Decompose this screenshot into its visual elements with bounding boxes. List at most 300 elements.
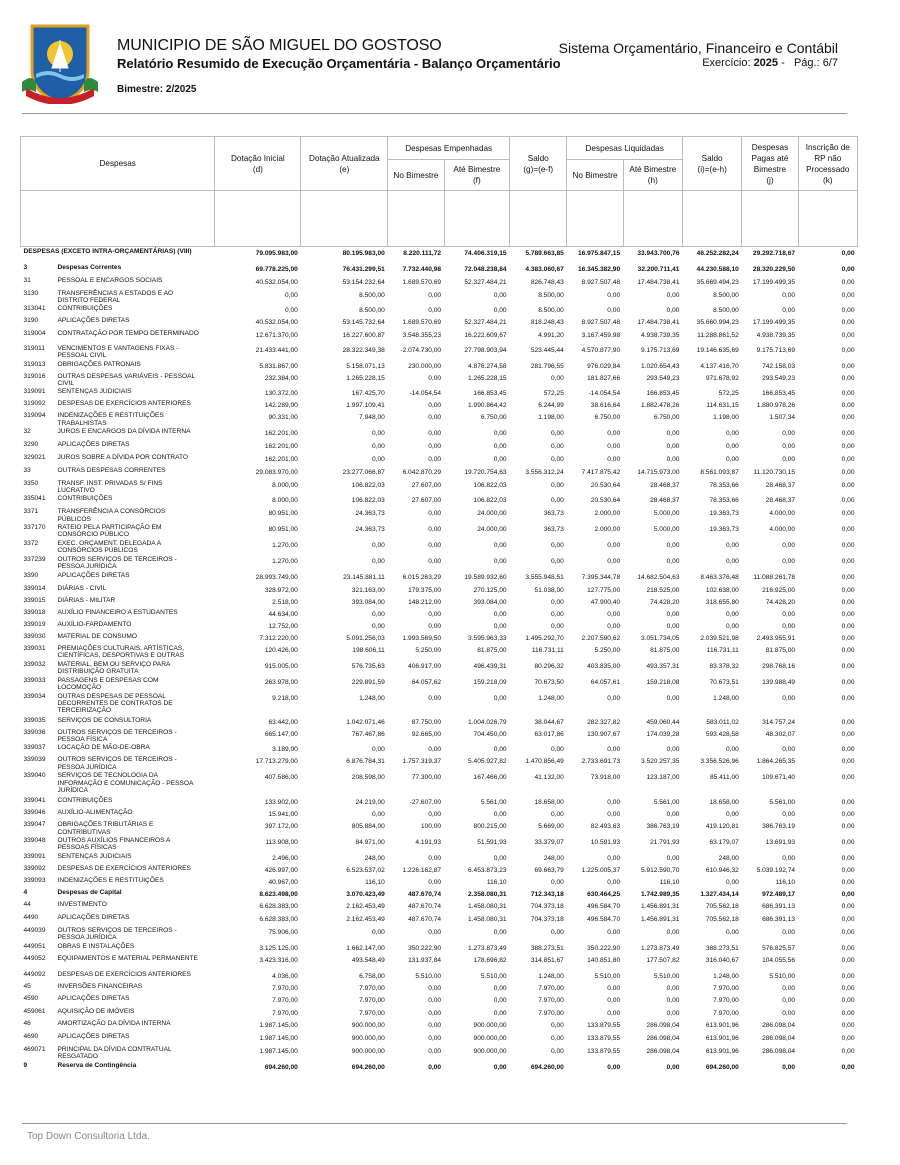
row-value: 75.906,00 (268, 928, 298, 936)
row-description (21, 304, 215, 316)
table-row (21, 263, 858, 276)
row-code: 449051 (23, 942, 46, 950)
row-value: 14.682.504,63 (637, 573, 680, 581)
row-value: 0,00 (782, 429, 796, 437)
row-value: 85.411,00 (709, 774, 739, 782)
row-value: 5.250,00 (415, 646, 442, 654)
row-value: 8.500,00 (359, 307, 385, 315)
row-label: OUTROS SERVIÇOS DE TERCEIROS - PESSOA FÍSICA (57, 728, 177, 743)
row-description (21, 852, 215, 864)
col-dotacao-atualizada-sub: (e) (339, 164, 350, 174)
row-value: 8.500,00 (359, 291, 385, 299)
row-code: 339018 (23, 608, 46, 616)
row-value: 976.029,84 (587, 362, 621, 370)
row-value: 80.951,00 (268, 510, 298, 518)
table-row (21, 994, 858, 1007)
table-row (21, 329, 858, 344)
row-label: APLICAÇÕES DIRETAS (57, 913, 130, 921)
row-description (21, 771, 215, 796)
row-value: 78.353,66 (709, 481, 739, 489)
row-value: 0,00 (841, 915, 855, 923)
col-pagas-l4: (j) (766, 175, 774, 185)
row-value: 350.222,90 (587, 944, 621, 952)
row-value: 79.095.983,00 (255, 250, 298, 257)
col-dotacao-atualizada-title: Dotação Atualizada (309, 153, 380, 163)
row-value: 0,00 (841, 598, 855, 606)
row-code: 339033 (23, 676, 46, 684)
row-description (21, 982, 215, 994)
row-value: 5.510,00 (769, 972, 796, 980)
row-value: 8.623.498,00 (259, 890, 298, 898)
row-value: 712.343,18 (530, 890, 564, 898)
row-value: 148.212,00 (408, 598, 442, 606)
row-value: 0,00 (841, 429, 855, 437)
row-value: 3.555.948,51 (525, 573, 564, 581)
row-value: 459.060,44 (646, 718, 680, 726)
row-value: 2.207.590,62 (581, 634, 621, 642)
row-value: 0,00 (551, 429, 564, 437)
table-row (21, 942, 858, 954)
row-value: 900.000,00 (473, 1021, 507, 1029)
table-row (21, 796, 858, 808)
table-row (21, 1007, 858, 1019)
row-value: 248,00 (543, 854, 564, 862)
row-value: 130.372,00 (264, 390, 298, 398)
col-emp-ate-title: Até Bimestre (453, 165, 501, 174)
row-code: 339046 (23, 809, 46, 817)
row-value: 0,00 (841, 944, 855, 952)
row-label: RATEIO PELA PARTICIPAÇÃO EM CONSÓRCIO PÚBLICO (57, 524, 162, 539)
col-rp (798, 137, 857, 191)
row-value: 23.145.881,11 (343, 573, 385, 581)
row-value: 286.098,04 (646, 1047, 680, 1055)
row-value: 0,00 (841, 746, 855, 754)
row-value: 0,00 (725, 878, 739, 886)
row-value: 33.379,07 (534, 838, 564, 846)
row-description (21, 329, 215, 344)
row-value: 40.532.054,00 (255, 278, 298, 286)
row-value: 0,00 (551, 928, 564, 936)
row-code: 339048 (23, 836, 46, 844)
row-label: AQUISIÇÃO DE IMÓVEIS (57, 1007, 135, 1015)
row-value: 7.395.344,78 (581, 573, 621, 581)
row-value: 5.912.590,70 (640, 866, 680, 874)
row-value: 0,00 (782, 1063, 796, 1071)
row-value: 0,00 (841, 984, 855, 992)
row-value: 83.378,32 (709, 662, 739, 670)
table-row (21, 982, 858, 994)
row-value: 0,00 (841, 390, 855, 398)
row-value: 0,00 (782, 542, 796, 550)
row-value: 6.750,00 (594, 414, 621, 422)
table-row (21, 571, 858, 584)
row-value: 0,00 (607, 984, 621, 992)
row-description (21, 970, 215, 982)
row-code: 46 (23, 1019, 31, 1027)
row-code: 339040 (23, 772, 46, 780)
row-value: 694.260,00 (530, 1063, 564, 1071)
row-value: 0,00 (666, 291, 680, 299)
row-value: 166.853,45 (762, 390, 796, 398)
row-value: 82.493,63 (590, 823, 621, 831)
row-value: 162.201,00 (264, 442, 298, 450)
row-label: DESPESAS DE EXERCÍCIOS ANTERIORES (57, 400, 191, 408)
row-value: 28.320.229,50 (752, 265, 796, 273)
row-description (21, 316, 215, 329)
row-value: 2.162.453,49 (346, 902, 385, 910)
row-value: 13.691,93 (765, 838, 796, 846)
row-value: 0,00 (493, 984, 507, 992)
row-value: 74.428,20 (650, 598, 680, 606)
row-description (21, 523, 215, 539)
row-value: 8.500,00 (538, 307, 564, 315)
row-description (21, 728, 215, 744)
row-value: 16.975.847,15 (577, 250, 621, 257)
row-value: 0,00 (371, 622, 385, 630)
row-value: 7.970,00 (713, 984, 739, 992)
row-value: 33.943.700,76 (637, 250, 680, 257)
row-value: 166.853,45 (646, 390, 680, 398)
row-value: 1.997.109,41 (346, 402, 385, 410)
row-code: 32 (23, 427, 31, 435)
row-value: 0,00 (666, 984, 680, 992)
row-value: 0,00 (841, 854, 855, 862)
row-code: 9 (23, 1061, 28, 1069)
table-row (21, 716, 858, 728)
row-value: 0,00 (371, 811, 385, 819)
row-code: 3350 (23, 479, 39, 487)
row-value: 613.901,96 (705, 1047, 739, 1055)
row-value: 0,00 (841, 622, 855, 630)
row-value: 5.669,00 (538, 823, 564, 831)
row-code: 319011 (23, 345, 46, 353)
row-value: 0,00 (666, 854, 680, 862)
row-value: 1.987.145,00 (259, 1021, 298, 1029)
row-label: OUTROS AUXÍLIOS FINANCEIROS A PESSOAS FÍSICAS (57, 836, 170, 852)
row-label: Despesas de Capital (57, 888, 122, 896)
row-description (21, 494, 215, 507)
row-value: 0,00 (371, 442, 385, 450)
table-row (21, 620, 858, 632)
row-value: 0,00 (428, 542, 442, 550)
row-value: 0,00 (285, 291, 298, 299)
row-value: 6.244,99 (538, 402, 564, 410)
row-code: 469071 (23, 1045, 46, 1053)
row-value: 0,00 (371, 429, 385, 437)
row-value: 76.431.299,51 (342, 265, 385, 273)
row-value: 8.927.507,48 (581, 278, 621, 286)
row-value: 130.907,67 (587, 730, 621, 738)
row-value: 0,00 (371, 542, 385, 550)
row-value: 0,00 (493, 455, 507, 463)
row-description (21, 427, 215, 440)
row-value: 208.598,00 (351, 774, 385, 782)
row-description (21, 888, 215, 900)
row-value: 0,00 (428, 1009, 442, 1017)
table-row (21, 411, 858, 427)
row-value: 90.331,00 (268, 414, 298, 422)
row-value: 293.549,23 (762, 374, 796, 382)
row-value: 4.991,20 (538, 332, 564, 340)
row-value: 0,00 (428, 557, 442, 565)
table-row (21, 304, 858, 316)
row-value: 0,00 (782, 746, 796, 754)
row-value: 286.098,04 (762, 1047, 796, 1055)
row-value: 0,00 (841, 811, 855, 819)
row-description (21, 555, 215, 571)
row-value: 28.468,37 (650, 497, 680, 505)
row-label: TRANSFERÊNCIAS A ESTADOS E AO DISTRITO FEDERAL (57, 289, 174, 304)
row-value: 27.607,00 (411, 497, 442, 505)
row-value: 133.879,55 (587, 1021, 621, 1029)
header-divider (22, 113, 847, 114)
row-code: 339031 (23, 644, 46, 652)
row-value: 4.383.060,67 (525, 265, 564, 273)
table-row (21, 479, 858, 495)
row-value: 20.530,64 (590, 497, 621, 505)
row-value: 0,00 (428, 442, 442, 450)
table-row (21, 387, 858, 399)
table-row (21, 372, 858, 388)
row-value: 140.851,80 (587, 956, 621, 964)
row-description (21, 479, 215, 495)
row-value: 81.875,00 (765, 646, 796, 654)
table-row (21, 913, 858, 926)
row-value: 0,00 (725, 811, 739, 819)
row-value: 46.252.282,24 (696, 250, 739, 257)
row-value: 177.507,82 (646, 956, 680, 964)
row-code: 339036 (23, 728, 46, 736)
row-value: 63.179,07 (709, 838, 739, 846)
row-value: 1.225.005,37 (581, 866, 621, 874)
row-value: 19.146.635,69 (696, 347, 739, 355)
row-code: 339041 (23, 797, 46, 805)
row-value: 386.763,19 (762, 823, 796, 831)
row-value: 0,00 (428, 694, 442, 702)
row-value: 63.442,00 (268, 718, 298, 726)
row-value: 0,00 (493, 854, 507, 862)
row-description (21, 453, 215, 466)
row-value: 51.038,00 (534, 586, 564, 594)
row-value: 694.260,00 (705, 1063, 739, 1071)
row-label: SERVIÇOS DE CONSULTORIA (57, 716, 152, 724)
row-value: 5.000,00 (653, 510, 680, 518)
row-value: 17.713.279,00 (255, 758, 298, 766)
row-description (21, 900, 215, 913)
row-code: 339039 (23, 756, 46, 764)
row-value: 0,00 (841, 265, 855, 273)
row-value: 0,00 (428, 291, 442, 299)
row-value: 0,00 (841, 374, 855, 382)
row-value: 0,00 (371, 928, 385, 936)
row-value: 0,00 (782, 291, 796, 299)
row-value: 7.970,00 (538, 984, 564, 992)
row-value: 11.088.261,78 (753, 573, 796, 581)
row-label: OBRIGAÇÕES TRIBUTÁRIAS E CONTRIBUTIVAS (57, 821, 154, 836)
row-value: 12.671.370,00 (255, 332, 298, 340)
row-value: 0,00 (428, 1021, 442, 1029)
row-description (21, 864, 215, 876)
municipality-name: MUNICIPIO DE SÃO MIGUEL DO GOSTOSO (117, 37, 442, 54)
row-value: 0,00 (607, 1063, 621, 1071)
row-value: 0,00 (666, 307, 680, 315)
row-value: 0,00 (841, 972, 855, 980)
row-value: 32.200.711,41 (637, 265, 680, 273)
row-value: 5.039.192,74 (756, 866, 796, 874)
row-value: 0,00 (666, 1009, 680, 1017)
row-value: 28.468,37 (650, 481, 680, 489)
table-body (21, 247, 858, 1073)
col-pagas-l2: Pagas até (751, 153, 789, 163)
col-dotacao-inicial-sub: (d) (252, 164, 263, 174)
row-code: 339037 (23, 744, 46, 752)
row-code: 337170 (23, 524, 46, 532)
row-value: 5.561,00 (769, 799, 796, 807)
row-value: 7.970,00 (538, 996, 564, 1004)
table-row (21, 676, 858, 692)
row-value: 127.775,00 (587, 586, 621, 594)
row-value: 8.500,00 (713, 307, 739, 315)
row-description (21, 1032, 215, 1045)
row-value: 1.248,00 (538, 694, 564, 702)
row-value: 767.467,86 (351, 730, 385, 738)
row-label: JUROS SOBRE A DÍVIDA POR CONTRATO (57, 453, 189, 461)
row-value: 0,00 (841, 278, 855, 286)
row-value: 9.175.713,69 (640, 347, 680, 355)
row-value: 7.970,00 (713, 996, 739, 1004)
row-value: 0,00 (493, 610, 507, 618)
row-value: 0,00 (551, 497, 564, 505)
table-row (21, 900, 858, 913)
row-value: 4.938.739,35 (640, 332, 680, 340)
row-description (21, 1019, 215, 1032)
row-value: 1.689.570,69 (402, 319, 442, 327)
row-value: 0,00 (841, 291, 855, 299)
row-value: 106.822,03 (351, 481, 385, 489)
row-label: JUROS E ENCARGOS DA DÍVIDA INTERNA (57, 427, 191, 435)
row-description (21, 644, 215, 660)
row-value: 1.248,00 (359, 694, 385, 702)
row-label: OUTRAS DESPESAS CORRENTES (57, 466, 166, 474)
row-value: 0,00 (493, 1009, 507, 1017)
row-code: 4590 (23, 994, 39, 1002)
row-value: 16.227.600,87 (342, 332, 385, 340)
row-value: 583.011,02 (706, 718, 739, 726)
row-value: 5.561,00 (480, 799, 507, 807)
row-value: 2.733.691,73 (581, 758, 621, 766)
row-value: 0,00 (428, 374, 442, 382)
row-description (21, 796, 215, 808)
row-value: 0,00 (607, 799, 621, 807)
row-code: 313041 (23, 305, 46, 313)
table-row (21, 276, 858, 289)
row-value: 0,00 (493, 542, 507, 550)
row-value: 800.215,00 (473, 823, 507, 831)
row-value: 1.880.978,26 (756, 402, 796, 410)
row-value: 1.987.145,00 (259, 1034, 298, 1042)
row-value: 0,00 (841, 414, 855, 422)
row-description (21, 820, 215, 836)
row-value: 0,00 (493, 996, 507, 1004)
row-value: 1.248,00 (713, 972, 739, 980)
row-value: 1.882.478,26 (640, 402, 680, 410)
row-value: 0,00 (782, 1009, 796, 1017)
row-value: 0,00 (428, 1034, 442, 1042)
row-code: 339019 (23, 620, 46, 628)
row-value: 5.789.663,85 (525, 250, 564, 257)
row-code: 3290 (23, 440, 39, 448)
row-description (21, 247, 215, 263)
row-value: 8.000,00 (272, 497, 298, 505)
row-value: 0,00 (841, 996, 855, 1004)
row-code: 3372 (23, 540, 39, 548)
row-value: 1.042.071,46 (346, 718, 385, 726)
row-value: 0,00 (607, 1009, 621, 1017)
row-value: 2.358.080,31 (468, 890, 507, 898)
row-value: 1.270,00 (272, 542, 298, 550)
row-value: 0,00 (841, 1009, 855, 1017)
table-row (21, 926, 858, 942)
row-value: 0,00 (551, 811, 564, 819)
row-value: 900.000,00 (473, 1047, 507, 1055)
row-value: 900.000,00 (351, 1021, 385, 1029)
row-value: 100,00 (420, 823, 442, 831)
row-label: OBRAS E INSTALAÇÕES (57, 942, 135, 950)
dash: - (781, 57, 791, 69)
row-code: 3371 (23, 508, 39, 516)
table-row (21, 360, 858, 372)
row-value: 0,00 (725, 622, 739, 630)
row-value: 3.125.125,00 (259, 944, 298, 952)
row-value: 406.917,00 (408, 662, 442, 670)
row-value: 0,00 (428, 402, 442, 410)
row-value: 24.363,73 (355, 510, 385, 518)
row-code: 44 (23, 900, 31, 908)
row-value: 70.673,51 (709, 678, 739, 686)
row-value: 0,00 (428, 746, 442, 754)
row-value: 9.218,00 (272, 694, 298, 702)
row-code: 4490 (23, 913, 39, 921)
row-value: 0,00 (607, 811, 621, 819)
row-value: 53.154.232,64 (342, 278, 385, 286)
row-value: 19.363,73 (709, 526, 739, 534)
table-row (21, 427, 858, 440)
row-value: 106.822,03 (473, 481, 507, 489)
row-value: 12.752,00 (268, 622, 298, 630)
row-value: 198.606,11 (352, 646, 385, 654)
table-row (21, 808, 858, 820)
row-description (21, 876, 215, 888)
row-value: 0,00 (551, 1021, 564, 1029)
row-value: 35.660.994,23 (696, 319, 739, 327)
row-value: 0,00 (782, 928, 796, 936)
row-value: 0,00 (841, 1063, 855, 1071)
row-value: 0,00 (841, 678, 855, 686)
row-value: 0,00 (666, 610, 680, 618)
row-value: 0,00 (841, 610, 855, 618)
row-value: 16.222.609,67 (464, 332, 507, 340)
row-value: 1.198,00 (538, 414, 564, 422)
row-value: 21.791,93 (650, 838, 680, 846)
row-value: 286.098,04 (646, 1034, 680, 1042)
row-value: 3.548.355,23 (402, 332, 442, 340)
row-value: 1.456.891,31 (640, 902, 680, 910)
row-label: PASSAGENS E DESPESAS COM LOCOMOÇÃO (57, 676, 159, 691)
row-value: 133.879,55 (587, 1034, 621, 1042)
row-value: 116,10 (365, 878, 385, 886)
col-liq-ate-sub: (h) (647, 176, 658, 185)
row-value: 7.970,00 (359, 996, 385, 1004)
